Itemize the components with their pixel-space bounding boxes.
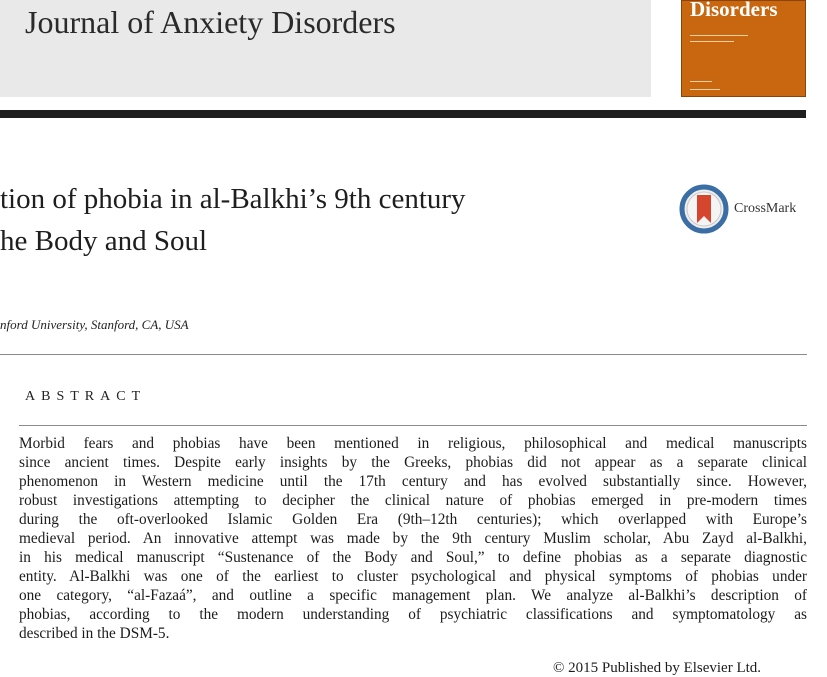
- abstract-body: [19, 434, 807, 643]
- journal-cover-thumbnail[interactable]: [681, 0, 806, 97]
- abstract-heading: ABSTRACT: [25, 389, 147, 404]
- abstract-line: phobias, according to the modern understanding of psychiatric classifications and symptomatology as: [19, 606, 807, 623]
- abstract-line: since ancient times. Despite early insights by the Greeks, phobias did not appear as a separate clinical: [19, 454, 807, 471]
- journal-title[interactable]: Journal of Anxiety Disorders: [25, 4, 396, 40]
- abstract-divider: [19, 425, 807, 426]
- crossmark-label: CrossMark: [734, 201, 797, 216]
- copyright-notice: © 2015 Published by Elsevier Ltd.: [553, 660, 762, 676]
- crossmark-badge[interactable]: [679, 184, 819, 234]
- journal-masthead: [0, 0, 651, 97]
- author-affiliation: nford University, Stanford, CA, USA: [0, 317, 189, 332]
- crossmark-icon: [679, 184, 729, 234]
- cover-title: Disorders: [690, 0, 778, 21]
- affiliation-divider: [0, 354, 807, 355]
- article-title: [0, 178, 580, 262]
- cover-text-line: [690, 89, 720, 90]
- article-title-line: he Body and Soul: [0, 225, 208, 257]
- article-title-line: tion of phobia in al-Balkhi’s 9th century: [0, 183, 466, 215]
- abstract-line: phenomenon in Western medicine until the 17th century and has evolved substantially since. However,: [19, 473, 807, 490]
- abstract-line: described in the DSM-5.: [19, 625, 170, 642]
- abstract-line: entity. Al-Balkhi was one of the earliest to cluster psychological and physical symptoms of phobias under: [19, 568, 807, 585]
- cover-text-line: [690, 35, 748, 36]
- header-divider: [0, 110, 806, 118]
- abstract-line: Morbid fears and phobias have been mentioned in religious, philosophical and medical manuscripts: [19, 435, 807, 452]
- abstract-line: one category, “al-Fazaá”, and outline a specific management plan. We analyze al-Balkhi’s description of: [19, 587, 807, 604]
- abstract-line: during the oft-overlooked Islamic Golden Era (9th–12th centuries); which overlapped with Europe’s: [19, 511, 807, 528]
- abstract-line: medieval period. An innovative attempt was made by the 9th century Muslim scholar, Abu Zayd al-Balkhi,: [19, 530, 807, 547]
- abstract-line: robust investigations attempting to decipher the clinical nature of phobias emerged in pre-modern times: [19, 492, 807, 509]
- abstract-line: in his medical manuscript “Sustenance of the Body and Soul,” to define phobias as a separate diagnostic: [19, 549, 807, 566]
- cover-text-line: [690, 41, 734, 42]
- cover-text-line: [690, 81, 712, 82]
